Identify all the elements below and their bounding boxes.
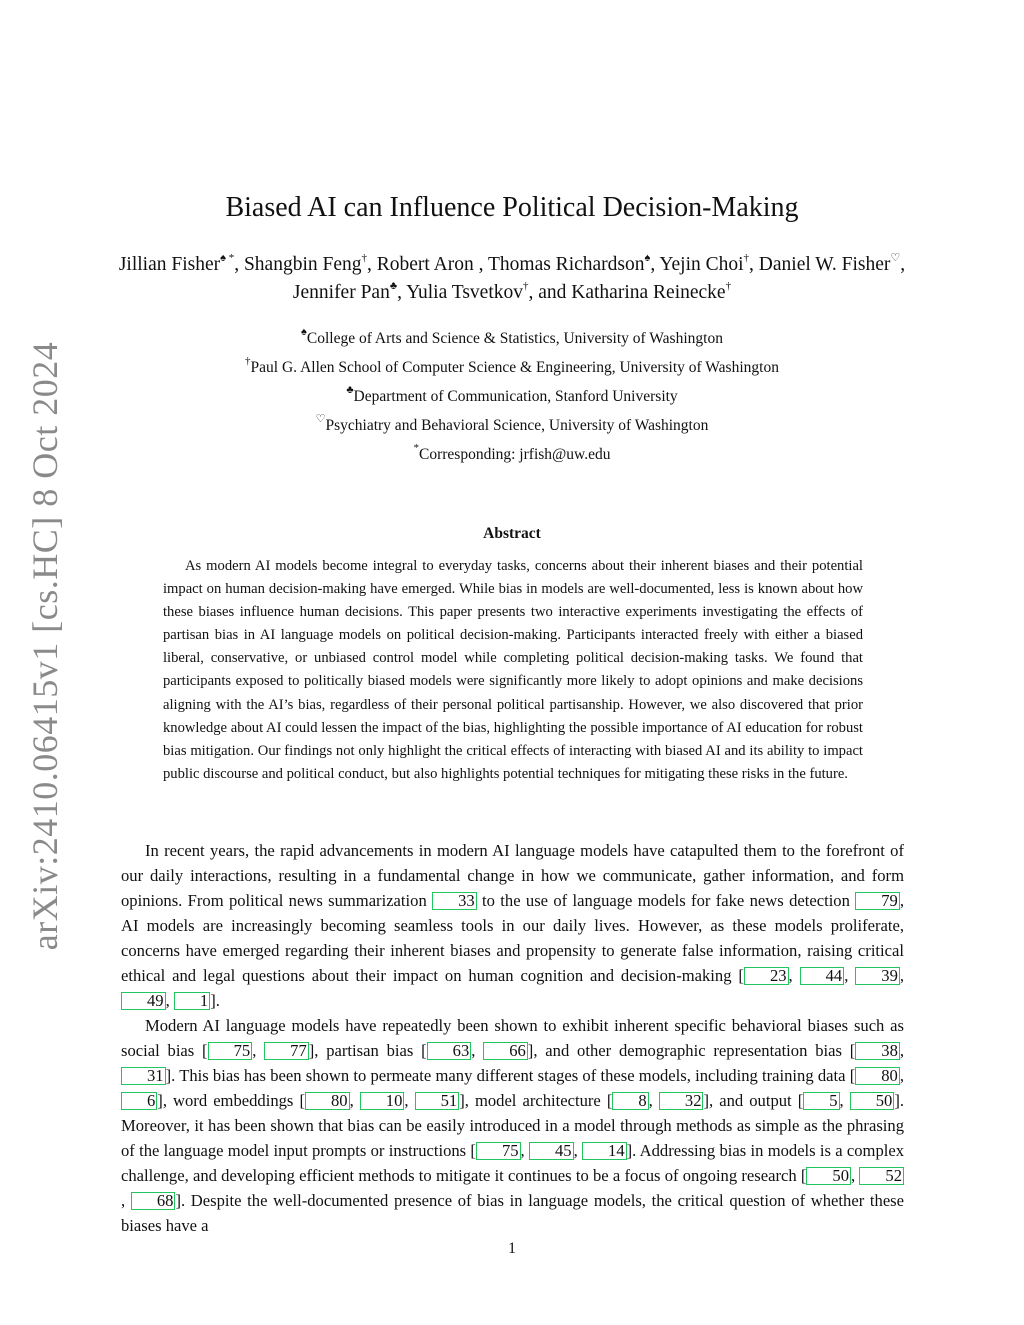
affiliation-mark: ♡ <box>315 412 326 425</box>
paragraph-text: ], and output [ <box>703 1091 804 1110</box>
citation-link[interactable]: 79 <box>855 892 900 910</box>
author-name: Jillian Fisher <box>118 254 221 275</box>
author-mark: † <box>743 251 750 264</box>
intro-paragraph-1: In recent years, the rapid advancements in modern AI language models have catapulted them to the forefront of our daily interactions, resulting in a fundamental change in how we communicate, gather information, and form opinions. From political news summarization 33 to the use of language models for fake news detection 79 , AI models are increasingly becoming seamless tools in our daily lives. However, as these models proliferate, concerns have emerged regarding their inherent biases and propensity to generate false information, raising critical ethical and legal questions about their impact on human cognition and decision-making [ 23 , 44 , 39 , 49 , 1 ]. <box>121 841 905 1010</box>
author-name: Robert Aron <box>376 254 474 275</box>
affiliation <box>0 325 1024 348</box>
affiliation <box>0 383 1024 406</box>
paragraph-text: ], partisan bias [ <box>308 1041 427 1060</box>
intro-paragraph-2: Modern AI language models have repeatedly been shown to exhibit inherent specific behavioral biases such as social bias [ 75 , 77 ], partisan bias [ 63 , 66 ], and other demographic representation bias [ 38 , 31 ]. This bias has been shown to permeate many different stages of these models, including training data [ 80 , 6 ], word embeddings [ 80 , 10 , 51 ], model architecture [ 8 , 32 ], and output [ 5 , 50 ]. Moreover, it has been shown that bias can be easily introduced in a model through methods as simple as the phrasing of the language model input prompts or instructions [ 75 , 45 , 14 ]. Addressing bias in models is a complex challenge, and developing efficient methods to mitigate it continues to be a focus of ongoing research [ 50 , 52, 68 ]. Despite the well-documented presence of bias in language models, the critical question of whether these biases have a <box>121 1016 905 1235</box>
citation-link[interactable]: 8 <box>612 1092 648 1110</box>
author-mark: † <box>361 251 367 264</box>
citation-link[interactable]: 66 <box>483 1042 528 1060</box>
affiliation-mark: † <box>245 354 251 367</box>
arxiv-identifier: arXiv:2410.06415v1 [cs.HC] 8 Oct 2024 <box>25 341 65 951</box>
paragraph-text: ]. Despite the well-documented presence of bias in language models, the critical question of whether these biases have a <box>121 1191 905 1235</box>
author-name: Shangbin Feng <box>243 254 362 275</box>
author-name: Thomas Richardson <box>487 254 645 275</box>
citation-link[interactable]: 45 <box>529 1142 574 1160</box>
paragraph-text: ]. <box>210 991 220 1010</box>
paragraph-text: ]. This bias has been shown to permeate many different stages of these models, including training data [ <box>165 1066 856 1085</box>
affiliation-text: College of Arts and Science & Statistics, University of Washington <box>306 330 723 347</box>
author-name: Yulia Tsvetkov <box>406 282 523 303</box>
citation-link[interactable]: 49 <box>121 992 166 1010</box>
abstract-heading: Abstract <box>483 525 541 542</box>
affiliation-mark: ♣ <box>346 383 354 396</box>
abstract-body <box>163 555 863 786</box>
affiliation <box>0 354 1024 377</box>
citation-link[interactable]: 68 <box>131 1192 176 1210</box>
citation-link[interactable]: 75 <box>476 1142 521 1160</box>
paragraph-text: In recent years, the rapid advancements in modern AI language models have catapulted them to the forefront of our daily interactions, resulting in a fundamental change in how we communicate, gather information, and form opinions. From political news summarization <box>121 841 904 910</box>
paragraph-text: to the use of language models for fake news detection <box>476 891 856 910</box>
paragraph-text: ]. Addressing bias in models is a complex challenge, and developing efficient methods to mitigate it continues to be a focus of ongoing research [ <box>121 1141 905 1185</box>
citation-link[interactable]: 6 <box>121 1092 157 1110</box>
corresponding-author <box>0 441 1024 464</box>
paragraph-text: Modern AI language models have repeatedly been shown to exhibit inherent specific behavioral biases such as social bias [ <box>121 1016 904 1060</box>
author-list: Jillian Fisher♠ *, Shangbin Feng†, Robert Aron , Thomas Richardson♠, Yejin Choi†, Daniel W. Fisher♡, Jennifer Pan♣, Yulia Tsvetkov†, and Katharina Reinecke† <box>118 251 906 303</box>
author-name: Jennifer Pan <box>292 282 390 303</box>
paragraph-text: ], model architecture [ <box>459 1091 613 1110</box>
citation-link[interactable]: 32 <box>659 1092 704 1110</box>
citation-link[interactable]: 50 <box>806 1167 851 1185</box>
paragraph-text: ], and other demographic representation bias [ <box>527 1041 856 1060</box>
affiliation-mark: * <box>413 441 419 454</box>
author-name: Katharina Reinecke <box>571 282 726 303</box>
author-mark: † <box>725 279 732 292</box>
citation-link[interactable]: 1 <box>174 992 210 1010</box>
abstract-text: As modern AI models become integral to everyday tasks, concerns about their inherent biases and their potential impact on human decision-making have emerged. While bias in models are well-documented, less is known about how these biases influence human decisions. This paper presents two interactive experiments investigating the effects of partisan bias in AI language models on political decision-making. Participants interacted freely with either a biased liberal, conservative, or unbiased control model while completing political decision-making tasks. We found that participants exposed to politically biased models were significantly more likely to adopt opinions and make decisions aligning with the AI’s bias, regardless of their personal political partisanship. However, we also discovered that prior knowledge about AI could lessen the impact of the bias, highlighting the possible importance of AI education for robust bias mitigation. Our findings not only highlight the critical effects of interacting with biased AI and its ability to impact public discourse and political conduct, but also highlights potential techniques for mitigating these risks in the future. <box>163 558 863 782</box>
citation-link[interactable]: 38 <box>855 1042 900 1060</box>
author-name: Daniel W. Fisher <box>758 254 891 275</box>
citation-link[interactable]: 77 <box>264 1042 309 1060</box>
author-conjunction: and <box>538 282 567 303</box>
citation-link[interactable]: 44 <box>800 967 845 985</box>
paragraph-text: ]. Moreover, it has been shown that bias can be easily introduced in a model through methods as simple as the phrasing of the language model input prompts or instructions [ <box>121 1091 905 1160</box>
citation-link[interactable]: 52 <box>859 1167 904 1185</box>
affiliation <box>0 412 1024 435</box>
page-number: 1 <box>508 1240 516 1257</box>
citation-link[interactable]: 75 <box>208 1042 253 1060</box>
citation-link[interactable]: 33 <box>432 892 477 910</box>
affiliation-text: Psychiatry and Behavioral Science, University of Washington <box>325 417 709 434</box>
citation-link[interactable]: 10 <box>360 1092 405 1110</box>
author-mark: ♠ * <box>220 251 235 264</box>
citation-link[interactable]: 14 <box>582 1142 627 1160</box>
citation-link[interactable]: 51 <box>415 1092 460 1110</box>
paper-title: Biased AI can Influence Political Decision-Making <box>225 192 799 223</box>
author-mark: ♠ <box>644 251 651 264</box>
citation-link[interactable]: 80 <box>855 1067 900 1085</box>
affiliation-text: Paul G. Allen School of Computer Science & Engineering, University of Washington <box>250 359 779 376</box>
author-mark: † <box>523 279 529 292</box>
citation-link[interactable]: 50 <box>850 1092 895 1110</box>
body-text <box>121 838 904 1238</box>
citation-link[interactable]: 5 <box>803 1092 839 1110</box>
citation-link[interactable]: 31 <box>121 1067 166 1085</box>
citation-link[interactable]: 39 <box>855 967 900 985</box>
affiliation-mark: ♠ <box>301 325 307 338</box>
paragraph-text: ], word embeddings [ <box>157 1091 305 1110</box>
citation-link[interactable]: 80 <box>305 1092 350 1110</box>
citation-link[interactable]: 63 <box>427 1042 472 1060</box>
citation-link[interactable]: 23 <box>744 967 789 985</box>
affiliation-text: Department of Communication, Stanford University <box>353 388 678 405</box>
author-name: Yejin Choi <box>659 254 744 275</box>
author-mark: ♡ <box>890 251 901 264</box>
author-mark: ♣ <box>389 279 398 292</box>
paragraph-text: , AI models are increasingly becoming seamless tools in our daily lives. However, as these models proliferate, concerns have emerged regarding their inherent biases and propensity to generate false information, raising critical ethical and legal questions about their impact on human cognition and decision-making [ <box>121 891 904 985</box>
affiliation-text: Corresponding: jrfish@uw.edu <box>419 446 611 463</box>
